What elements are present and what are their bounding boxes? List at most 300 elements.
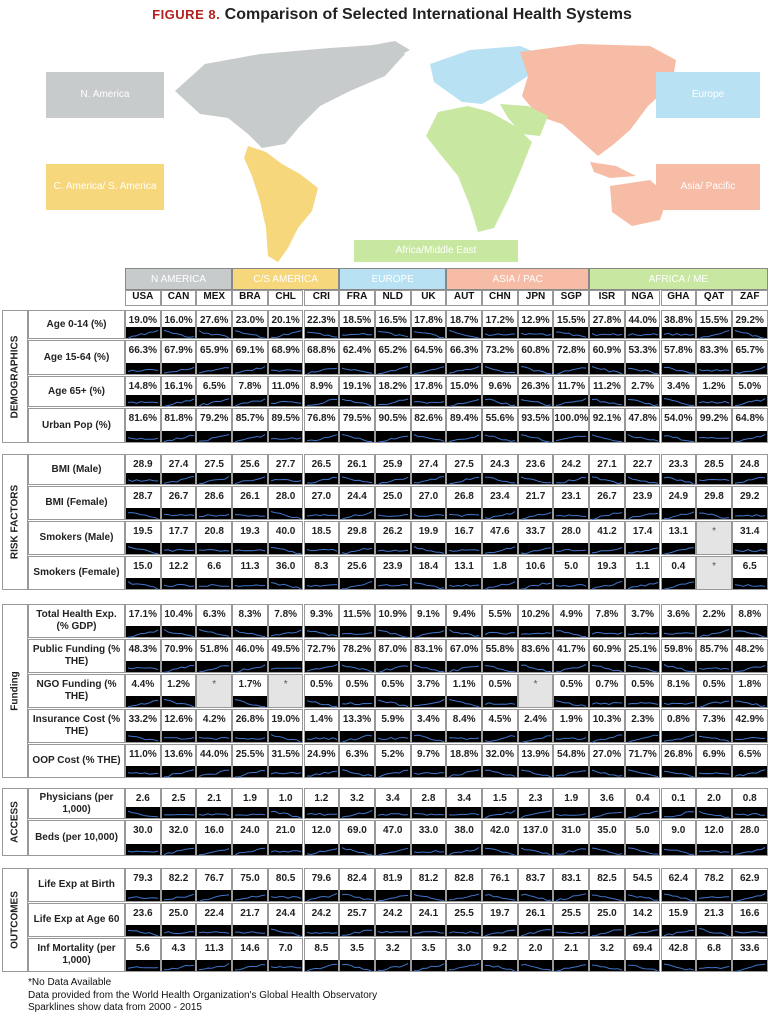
data-cell [196, 639, 232, 673]
cell-value: 6.5% [738, 749, 762, 760]
sparkline [412, 844, 446, 855]
sparkline [519, 626, 553, 637]
sparkline-line [128, 668, 158, 670]
data-cell [625, 938, 661, 972]
sparkline [197, 395, 231, 406]
sparkline-line [271, 370, 301, 372]
cell-value: 85.7% [699, 644, 729, 655]
sparkline [162, 844, 196, 855]
data-cell [518, 604, 554, 638]
cell-value: 17.7 [168, 526, 189, 537]
sparkline-line [699, 402, 729, 404]
sparkline-line [449, 584, 479, 586]
sparkline-line [628, 548, 658, 553]
sparkline [554, 661, 588, 672]
sparkline [412, 395, 446, 406]
sparkline-line [414, 583, 444, 589]
sparkline-line [164, 331, 194, 338]
sparkline-line [235, 477, 265, 484]
sparkline-line [699, 773, 729, 775]
sparkline [733, 363, 767, 374]
data-cell [696, 521, 732, 555]
cell-value: 25.0 [383, 491, 403, 502]
sparkline-line [164, 894, 194, 899]
data-cell [411, 674, 447, 708]
sparkline [376, 766, 410, 777]
data-cell [661, 903, 697, 937]
data-cell [161, 788, 197, 819]
sparkline-line [735, 367, 765, 374]
sparkline [483, 395, 517, 406]
sparkline [126, 807, 160, 818]
sparkline-line [342, 548, 372, 553]
cell-value: 6.3% [345, 749, 369, 760]
data-cell [625, 408, 661, 443]
cell-value: 23.1 [561, 491, 581, 502]
sparkline [733, 508, 767, 519]
sparkline [626, 578, 660, 589]
data-cell [625, 556, 661, 590]
sparkline [662, 766, 696, 777]
sparkline-line [592, 735, 622, 743]
sparkline-line [485, 965, 515, 971]
data-cell [375, 639, 411, 673]
sparkline-line [235, 435, 265, 442]
sparkline [662, 925, 696, 936]
cell-value: 46.0% [235, 644, 265, 655]
section-risk-factors [2, 454, 28, 590]
country-code-nld: NLD [375, 290, 411, 306]
cell-value: 0.5% [381, 679, 405, 690]
footnotes [28, 977, 377, 1015]
sparkline-line [378, 964, 408, 971]
data-cell [375, 408, 411, 443]
sparkline-line [699, 811, 729, 817]
data-cell [304, 938, 340, 972]
data-cell [446, 604, 482, 638]
data-cell [304, 376, 340, 407]
sparkline-line [449, 894, 479, 900]
sparkline-line [699, 438, 729, 439]
data-cell [732, 556, 768, 590]
data-cell [161, 310, 197, 339]
sparkline-line [521, 435, 551, 443]
cell-value: 1.2% [167, 679, 190, 690]
sparkline [626, 766, 660, 777]
data-cell [732, 709, 768, 743]
sparkline [554, 363, 588, 374]
sparkline-line [592, 770, 622, 776]
country-code-fra: FRA [339, 290, 375, 306]
sparkline [662, 431, 696, 442]
sparkline-line [735, 814, 765, 816]
data-cell [553, 938, 589, 972]
data-cell [732, 788, 768, 819]
cell-value: 21.7 [240, 908, 260, 919]
data-cell [661, 938, 697, 972]
cell-value: 41.2 [597, 526, 617, 537]
data-cell [446, 709, 482, 743]
data-cell [661, 709, 697, 743]
cell-value: 20.1% [271, 315, 300, 326]
sparkline [340, 508, 374, 519]
cell-value: 23.4 [490, 491, 510, 502]
data-cell [232, 788, 268, 819]
section-label: ACCESS [9, 801, 21, 843]
cell-value: 15.0 [133, 561, 153, 572]
sparkline-line [378, 399, 408, 405]
sparkline [340, 431, 374, 442]
sparkline-line [485, 367, 515, 373]
cell-value: 76.8% [307, 413, 336, 424]
cell-value: 16.5% [378, 315, 407, 326]
cell-value: 8.5 [314, 943, 329, 954]
cell-value: 33.7 [525, 526, 546, 537]
cell-value: 16.0% [164, 315, 193, 326]
sparkline [233, 578, 267, 589]
figure-label: FIGURE 8. [152, 7, 221, 22]
cell-value: 27.0 [311, 491, 332, 502]
sparkline-line [664, 703, 694, 705]
data-cell [482, 604, 518, 638]
sparkline-line [235, 331, 265, 338]
sparkline [376, 543, 410, 554]
cell-value: 18.5% [342, 315, 372, 326]
cell-value: 3.4% [417, 714, 440, 725]
sparkline-line [521, 333, 551, 335]
sparkline [269, 473, 303, 484]
data-cell [518, 310, 554, 339]
sparkline-line [414, 547, 444, 554]
sparkline [197, 473, 231, 484]
data-cell [411, 521, 447, 555]
cell-value: 8.3% [238, 609, 262, 620]
cell-value: 16.6 [740, 908, 760, 919]
sparkline [519, 508, 553, 519]
sparkline [340, 473, 374, 484]
data-cell [268, 604, 304, 638]
cell-value: 11.0% [271, 381, 300, 392]
data-cell [339, 744, 375, 778]
cell-value: 3.7% [417, 679, 440, 690]
cell-value: 2.0 [528, 943, 543, 954]
data-cell [482, 408, 518, 443]
cell-value: 33.2% [128, 714, 158, 725]
country-code-zaf: ZAF [732, 290, 768, 306]
data-cell [411, 310, 447, 339]
data-cell [732, 408, 768, 443]
cell-value: 26.1 [240, 491, 260, 502]
cell-value: 7.8% [238, 381, 262, 392]
sparkline-line [628, 633, 658, 635]
sparkline [447, 327, 481, 338]
cell-value: 18.2% [378, 381, 407, 392]
sparkline [340, 661, 374, 672]
data-cell [125, 556, 161, 590]
data-cell [482, 709, 518, 743]
data-cell [518, 521, 554, 555]
sparkline-line [342, 930, 372, 935]
data-cell [196, 340, 232, 375]
data-cell [696, 938, 732, 972]
sparkline-line [378, 932, 408, 933]
data-cell [161, 709, 197, 743]
sparkline [269, 890, 303, 901]
row-label: NGO Funding (% THE) [28, 674, 125, 708]
data-cell [339, 820, 375, 856]
cell-value: 1.5 [492, 793, 507, 804]
sparkline [697, 327, 731, 338]
sparkline [519, 363, 553, 374]
data-cell [268, 556, 304, 590]
data-cell [553, 903, 589, 937]
sparkline [162, 661, 196, 672]
sparkline-line [735, 770, 765, 777]
sparkline [697, 661, 731, 672]
sparkline [162, 925, 196, 936]
data-cell [482, 486, 518, 520]
data-cell [553, 556, 589, 590]
data-cell [661, 556, 697, 590]
sparkline-line [342, 477, 372, 483]
sparkline-line [485, 547, 515, 554]
sparkline-line [199, 932, 229, 934]
cell-value: 27.8% [592, 315, 622, 326]
sparkline [483, 363, 517, 374]
sparkline-line [699, 480, 729, 481]
sparkline [662, 578, 696, 589]
sparkline-line [699, 630, 729, 638]
data-cell [589, 820, 625, 856]
sparkline-line [235, 665, 265, 673]
sparkline [233, 626, 267, 637]
sparkline-line [592, 703, 622, 705]
sparkline [626, 807, 660, 818]
sparkline-line [521, 848, 551, 856]
sparkline [590, 960, 624, 971]
sparkline-line [735, 631, 765, 637]
cell-value: 2.5 [171, 793, 186, 804]
sparkline [340, 960, 374, 971]
cell-value: 10.3% [592, 714, 622, 725]
sparkline-line [271, 851, 301, 852]
cell-value: 15.9 [668, 908, 689, 919]
region-header-c-s-america: C/S AMERICA [232, 268, 339, 290]
cell-value: 2.8 [421, 793, 436, 804]
sparkline [269, 731, 303, 742]
sparkline [519, 766, 553, 777]
sparkline [233, 696, 267, 707]
sparkline [590, 766, 624, 777]
cell-value: 4.9% [559, 609, 583, 620]
sparkline-line [414, 631, 444, 638]
cell-value: 2.3% [631, 714, 655, 725]
sparkline-line [664, 930, 694, 936]
cell-value: 3.2 [599, 943, 614, 954]
data-cell [411, 604, 447, 638]
sparkline [376, 696, 410, 707]
sparkline [447, 661, 481, 672]
sparkline-line [164, 399, 194, 407]
data-cell [268, 820, 304, 856]
data-cell [125, 340, 161, 375]
sparkline-line [164, 700, 194, 708]
cell-value: 0.1 [671, 793, 686, 804]
sparkline [233, 766, 267, 777]
sparkline [626, 626, 660, 637]
sparkline-line [664, 849, 694, 854]
sparkline [662, 543, 696, 554]
cell-value: 64.5% [414, 345, 443, 356]
row-label: Age 65+ (%) [28, 376, 125, 407]
sparkline [519, 731, 553, 742]
sparkline-line [628, 930, 658, 936]
country-code-jpn: JPN [518, 290, 554, 306]
sparkline-line [199, 331, 229, 339]
data-cell [375, 604, 411, 638]
cell-value: 4.2% [202, 714, 226, 725]
sparkline [626, 473, 660, 484]
data-cell [589, 604, 625, 638]
data-cell [446, 486, 482, 520]
row-label: Age 15-64 (%) [28, 340, 125, 375]
cell-value: 18.8% [449, 749, 479, 760]
data-cell [268, 709, 304, 743]
sparkline-line [199, 849, 229, 855]
sparkline [483, 807, 517, 818]
map-label-africa: Africa/Middle East [354, 240, 518, 262]
cell-value: 78.2 [704, 873, 724, 884]
sparkline-line [449, 550, 479, 552]
sparkline [447, 626, 481, 637]
sparkline-line [164, 932, 194, 934]
cell-value: 3.5 [421, 943, 436, 954]
cell-value: 26.8% [235, 714, 265, 725]
sparkline [233, 431, 267, 442]
sparkline [662, 731, 696, 742]
sparkline [269, 327, 303, 338]
sparkline-line [414, 851, 444, 853]
sparkline [519, 960, 553, 971]
cell-value: 1.1% [452, 679, 476, 690]
data-cell [304, 486, 340, 520]
sparkline-line [735, 515, 765, 517]
cell-value: 62.4% [342, 345, 372, 356]
sparkline [340, 731, 374, 742]
data-cell [446, 820, 482, 856]
sparkline [197, 431, 231, 442]
sparkline-line [699, 370, 729, 372]
cell-value: 25.7 [347, 908, 367, 919]
sparkline-line [128, 897, 158, 899]
sparkline-line [414, 332, 444, 338]
sparkline-line [199, 630, 229, 637]
section-label: RISK FACTORS [9, 484, 21, 560]
data-cell [411, 744, 447, 778]
sparkline [662, 661, 696, 672]
sparkline-line [235, 585, 265, 587]
sparkline [554, 960, 588, 971]
data-cell [268, 674, 304, 708]
sparkline-line [449, 738, 479, 740]
data-cell [196, 820, 232, 856]
sparkline [376, 925, 410, 936]
sparkline [662, 395, 696, 406]
sparkline [376, 363, 410, 374]
cell-value: 29.8 [704, 491, 724, 502]
cell-value: 19.9 [418, 526, 439, 537]
cell-value: 65.9% [200, 345, 229, 356]
data-cell [553, 744, 589, 778]
sparkline [233, 925, 267, 936]
sparkline [519, 661, 553, 672]
sparkline-line [556, 932, 586, 934]
cell-value: 20.8 [204, 526, 224, 537]
data-cell [125, 744, 161, 778]
sparkline [697, 473, 731, 484]
sparkline-line [485, 811, 515, 819]
data-cell [161, 903, 197, 937]
cell-value: 1.2% [702, 381, 726, 392]
sparkline [197, 766, 231, 777]
sparkline-line [199, 368, 229, 373]
sparkline [590, 844, 624, 855]
cell-value: 38.0 [454, 825, 474, 836]
data-cell [732, 486, 768, 520]
sparkline [269, 807, 303, 818]
sparkline-line [342, 894, 372, 899]
cell-value: 41.7% [557, 644, 586, 655]
sparkline [376, 661, 410, 672]
sparkline [412, 431, 446, 442]
sparkline [590, 696, 624, 707]
data-cell [625, 340, 661, 375]
sparkline [447, 543, 481, 554]
sparkline [340, 696, 374, 707]
cell-value: 6.8 [707, 943, 721, 954]
cell-value: 0.7% [595, 679, 619, 690]
sparkline [590, 807, 624, 818]
row-label: Life Exp at Age 60 [28, 903, 125, 937]
cell-value: 67.9% [164, 345, 193, 356]
sparkline [340, 395, 374, 406]
data-cell [268, 486, 304, 520]
sparkline-line [235, 367, 265, 374]
section-access [2, 788, 28, 856]
cell-value: 28.6 [204, 491, 224, 502]
footnote-no-data: *No Data Available [28, 977, 112, 988]
data-cell [125, 903, 161, 937]
cell-value: 8.4% [452, 714, 476, 725]
cell-value: 82.8 [454, 873, 474, 884]
sparkline [412, 327, 446, 338]
cell-value: 30.0 [133, 825, 153, 836]
data-cell [125, 310, 161, 339]
sparkline [662, 363, 696, 374]
data-cell [304, 744, 340, 778]
sparkline-line [342, 735, 372, 742]
cell-value: 25.1% [628, 644, 657, 655]
cell-value: 23.6 [133, 908, 153, 919]
cell-value: 0.5% [345, 679, 369, 690]
sparkline-line [271, 773, 301, 775]
cell-value: 3.0 [457, 943, 472, 954]
sparkline [126, 473, 160, 484]
sparkline-line [414, 895, 444, 901]
data-cell [232, 903, 268, 937]
cell-value: 12.6% [164, 714, 193, 725]
data-cell [304, 454, 340, 485]
